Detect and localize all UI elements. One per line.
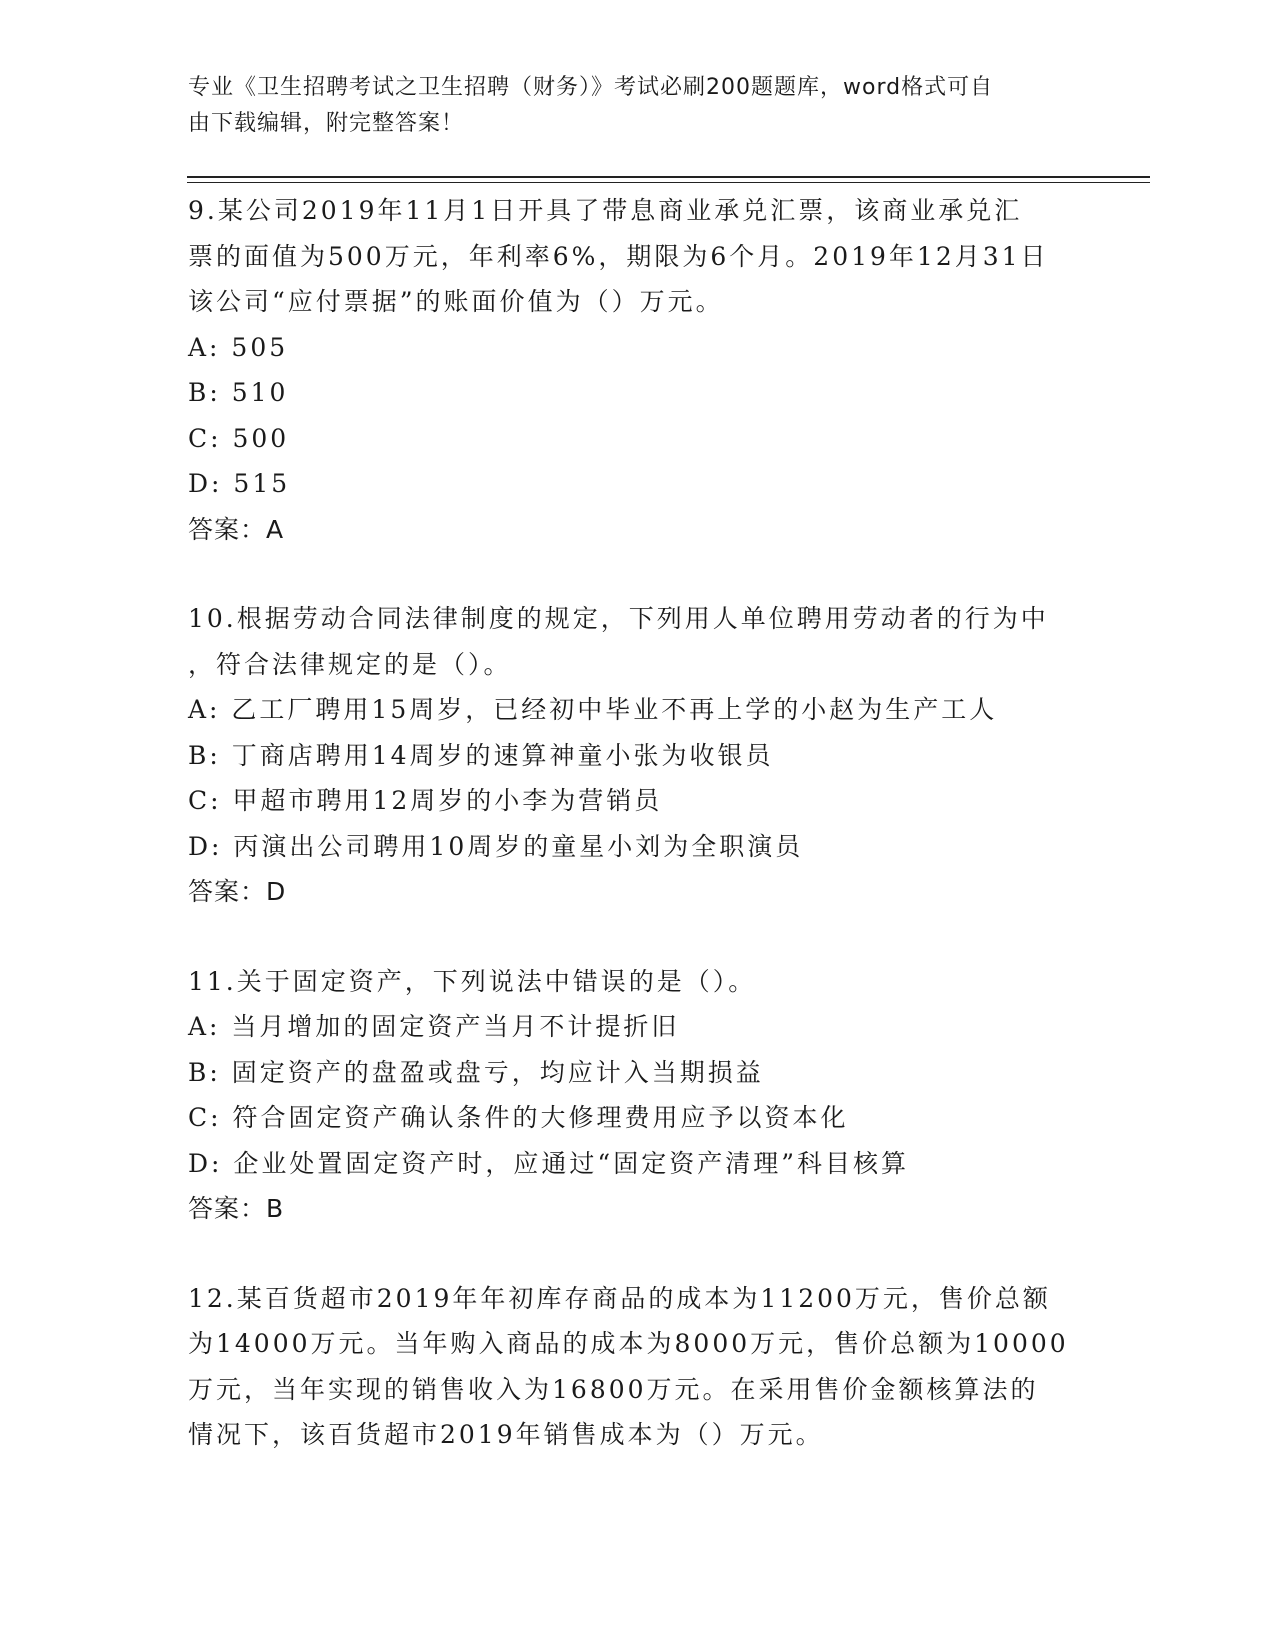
question-list <box>188 188 1078 1502</box>
question-10 <box>188 596 1078 915</box>
question-text-line: 11.关于固定资产，下列说法中错误的是（）。 <box>188 966 757 996</box>
question-9-text <box>188 188 1078 325</box>
option-a: A: 505 <box>188 332 289 362</box>
question-text-line: 10.根据劳动合同法律制度的规定，下列用人单位聘用劳动者的行为中 <box>188 604 1049 633</box>
option-c: C: 符合固定资产确认条件的大修理费用应予以资本化 <box>188 1103 849 1132</box>
question-11 <box>188 959 1078 1232</box>
question-9 <box>188 188 1078 552</box>
question-text-line: 该公司“应付票据”的账面价值为（）万元。 <box>188 287 724 316</box>
header-rule-thick <box>187 176 1150 178</box>
answer-label: 答案：D <box>188 877 287 906</box>
option-c: C: 500 <box>188 423 290 453</box>
question-12 <box>188 1276 1078 1458</box>
document-header <box>188 70 1068 142</box>
question-text-line: 9.某公司2019年11月1日开具了带息商业承兑汇票，该商业承兑汇 <box>188 196 1023 225</box>
question-text-line: 票的面值为500万元，年利率6%，期限为6个月。2019年12月31日 <box>188 241 1049 271</box>
question-text-line: 12.某百货超市2019年年初库存商品的成本为11200万元，售价总额 <box>188 1283 1051 1313</box>
option-b: B: 固定资产的盘盈或盘亏，均应计入当期损益 <box>188 1057 764 1087</box>
question-12-text <box>188 1276 1078 1458</box>
answer-label: 答案：A <box>188 514 285 544</box>
question-11-text <box>188 959 1078 1005</box>
option-d: D: 企业处置固定资产时，应通过“固定资产清理”科目核算 <box>188 1148 909 1178</box>
option-b: B: 510 <box>188 378 289 407</box>
option-c: C: 甲超市聘用12周岁的小李为营销员 <box>188 786 663 815</box>
question-10-text <box>188 596 1078 687</box>
header-line-2: 由下载编辑，附完整答案！ <box>188 111 465 136</box>
header-line-1: 专业《卫生招聘考试之卫生招聘（财务）》考试必刷200题题库，word格式可自 <box>188 75 994 100</box>
question-text-line: 为14000万元。当年购入商品的成本为8000万元，售价总额为10000 <box>188 1329 1069 1358</box>
answer-label: 答案：B <box>188 1194 285 1223</box>
option-b: B: 丁商店聘用14周岁的速算神童小张为收银员 <box>188 740 774 770</box>
option-a: A: 当月增加的固定资产当月不计提折旧 <box>188 1012 680 1041</box>
question-text-line: 情况下，该百货超市2019年销售成本为（）万元。 <box>188 1420 824 1449</box>
question-text-line: ，符合法律规定的是（）。 <box>188 649 512 679</box>
option-d: D: 丙演出公司聘用10周岁的童星小刘为全职演员 <box>188 831 804 861</box>
option-a: A: 乙工厂聘用15周岁，已经初中毕业不再上学的小赵为生产工人 <box>188 695 998 724</box>
option-d: D: 515 <box>188 469 291 498</box>
header-rule-thin <box>187 182 1150 183</box>
question-text-line: 万元，当年实现的销售收入为16800万元。在采用售价金额核算法的 <box>188 1374 1039 1404</box>
